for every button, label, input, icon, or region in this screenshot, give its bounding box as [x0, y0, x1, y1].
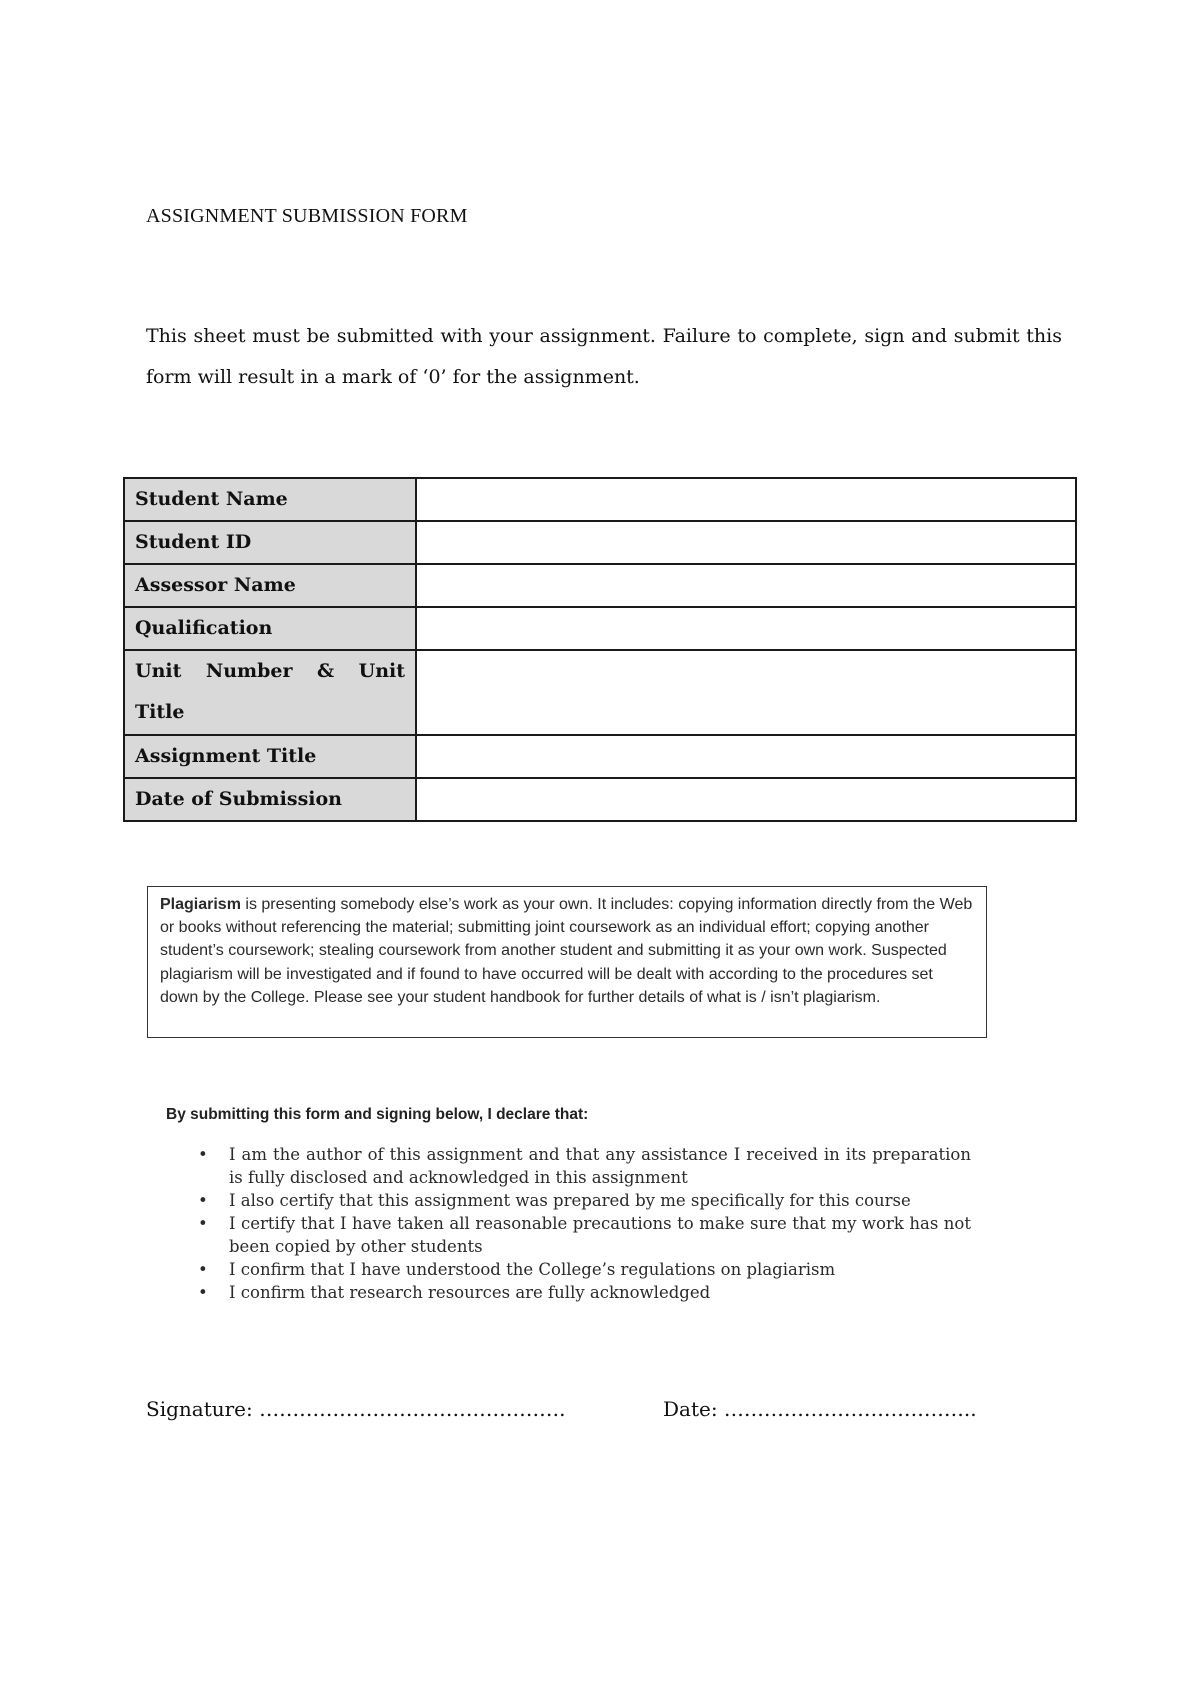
- bullet-icon: •: [198, 1283, 208, 1302]
- bullet-icon: •: [198, 1191, 208, 1210]
- assessor-name-field[interactable]: [416, 564, 1076, 607]
- assignment-title-label: Assignment Title: [124, 735, 416, 778]
- qualification-label: Qualification: [124, 607, 416, 650]
- declaration-item-text: I confirm that research resources are fully acknowledged: [229, 1283, 711, 1302]
- list-item: [198, 1143, 971, 1189]
- table-row: [124, 564, 1076, 607]
- declaration-item-text: I am the author of this assignment and that any assistance I received in its preparation is fully disclosed and acknowledged in this assignment: [229, 1145, 971, 1187]
- student-details-table: [123, 477, 1077, 822]
- intro-paragraph: This sheet must be submitted with your assignment. Failure to complete, sign and submit this form will result in a mark of ‘0’ for the assignment.: [146, 325, 1062, 388]
- date-of-submission-field[interactable]: [416, 778, 1076, 821]
- table-row: [124, 478, 1076, 521]
- student-id-label: Student ID: [124, 521, 416, 564]
- bullet-icon: •: [198, 1145, 208, 1164]
- plagiarism-notice: [147, 886, 987, 1038]
- table-row: [124, 778, 1076, 821]
- unit-number-title-field[interactable]: [416, 650, 1076, 735]
- date-line[interactable]: Date: ………………………………..: [663, 1397, 977, 1421]
- date-of-submission-label: Date of Submission: [124, 778, 416, 821]
- bullet-icon: •: [198, 1260, 208, 1279]
- list-item: [198, 1212, 971, 1258]
- table-row: [124, 521, 1076, 564]
- plagiarism-term: Plagiarism: [160, 896, 241, 913]
- student-id-field[interactable]: [416, 521, 1076, 564]
- student-name-label: Student Name: [124, 478, 416, 521]
- assessor-name-label: Assessor Name: [124, 564, 416, 607]
- list-item: [198, 1281, 971, 1304]
- signature-line[interactable]: Signature: ……………………………………….: [146, 1397, 566, 1421]
- page-title: ASSIGNMENT SUBMISSION FORM: [146, 205, 468, 227]
- table-row: [124, 735, 1076, 778]
- table-row: [124, 607, 1076, 650]
- declaration-intro: By submitting this form and signing below, I declare that:: [166, 1106, 589, 1123]
- plagiarism-text: is presenting somebody else’s work as your own. It includes: copying information directly from the Web or books without referencing the material; submitting joint coursework as an individual effort; copying another student’s coursework; stealing coursework from another student and submitting it as your own work. Suspected plagiarism will be investigated and if found to have occurred will be dealt with according to the procedures set down by the College. Please see your student handbook for further details of what is / isn’t plagiarism.: [160, 896, 973, 1006]
- declaration-list: [198, 1143, 971, 1304]
- bullet-icon: •: [198, 1214, 208, 1233]
- list-item: [198, 1258, 971, 1281]
- qualification-field[interactable]: [416, 607, 1076, 650]
- table-row: [124, 650, 1076, 735]
- declaration-item-text: I confirm that I have understood the College’s regulations on plagiarism: [229, 1260, 836, 1279]
- declaration-item-text: I certify that I have taken all reasonable precautions to make sure that my work has not been copied by other students: [229, 1214, 971, 1256]
- assignment-title-field[interactable]: [416, 735, 1076, 778]
- unit-number-title-label: Unit Number & Unit Title: [124, 650, 416, 735]
- student-name-field[interactable]: [416, 478, 1076, 521]
- declaration-item-text: I also certify that this assignment was prepared by me specifically for this course: [229, 1191, 911, 1210]
- list-item: [198, 1189, 971, 1212]
